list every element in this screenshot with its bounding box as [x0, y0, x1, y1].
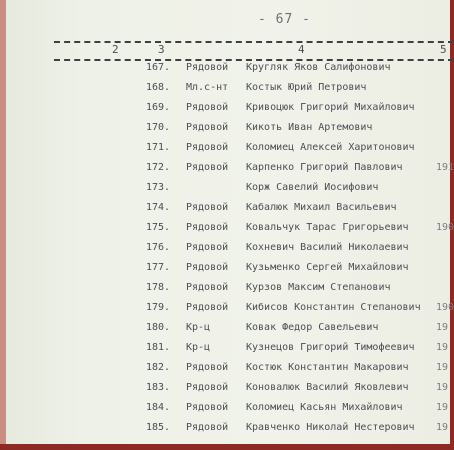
column-header-4: 4 [298, 43, 305, 56]
list-row [0, 402, 450, 422]
row-name: Кузьменко Сергей Михайлович [246, 262, 409, 273]
row-year: 190 [436, 222, 454, 233]
row-year: 19 [436, 342, 449, 353]
list-row [0, 242, 450, 262]
row-rank: Рядовой [186, 202, 229, 213]
list-row [0, 382, 450, 402]
list-row [0, 62, 450, 82]
row-year: 190 [436, 302, 454, 313]
row-name: Кравченко Николай Нестерович [246, 422, 415, 433]
row-name: Коломиец Касьян Михайлович [246, 402, 403, 413]
list-row [0, 222, 454, 242]
row-number: 174. [146, 202, 171, 213]
list-row [0, 162, 454, 182]
row-year: 19 [436, 402, 449, 413]
row-rank: Рядовой [186, 162, 229, 173]
row-number: 183. [146, 382, 171, 393]
row-rank: Кр-ц [186, 342, 211, 353]
row-number: 178. [146, 282, 171, 293]
column-header-5: 5 [440, 43, 447, 56]
row-name: Корж Савелий Иосифович [246, 182, 379, 193]
row-name: Кибисов Константин Степанович [246, 302, 421, 313]
row-name: Кабалюк Михаил Васильевич [246, 202, 397, 213]
row-name: Кривоцюк Григорий Михайлович [246, 102, 415, 113]
list-row [0, 322, 450, 342]
row-number: 172. [146, 162, 171, 173]
row-rank: Рядовой [186, 422, 229, 433]
row-number: 167. [146, 62, 171, 73]
binder-edge-bottom [0, 444, 450, 450]
row-name: Кузнецов Григорий Тимофеевич [246, 342, 415, 353]
row-name: Коломиец Алексей Харитонович [246, 142, 415, 153]
row-year: 19 [436, 322, 449, 333]
row-name: Карпенко Григорий Павлович [246, 162, 403, 173]
row-number: 175. [146, 222, 171, 233]
row-number: 177. [146, 262, 171, 273]
row-year: 19 [436, 422, 449, 433]
row-name: Кохневич Василий Николаевич [246, 242, 409, 253]
row-number: 171. [146, 142, 171, 153]
row-number: 169. [146, 102, 171, 113]
row-name: Кикоть Иван Артемович [246, 122, 373, 133]
row-rank: Рядовой [186, 62, 229, 73]
list-row [0, 342, 450, 362]
row-number: 168. [146, 82, 171, 93]
row-name: Курзов Максим Степанович [246, 282, 391, 293]
row-number: 185. [146, 422, 171, 433]
row-number: 179. [146, 302, 171, 313]
row-name: Кругляк Яков Салифонович [246, 62, 391, 73]
list-row [0, 122, 450, 142]
list-row [0, 282, 450, 302]
row-rank: Рядовой [186, 222, 229, 233]
row-rank: Рядовой [186, 282, 229, 293]
row-name: Костык Юрий Петрович [246, 82, 367, 93]
row-number: 180. [146, 322, 171, 333]
row-year: 19 [436, 362, 449, 373]
row-rank: Мл.с-нт [186, 82, 229, 93]
page-number: - 67 - [258, 12, 311, 27]
column-header-2: 2 [112, 43, 119, 56]
row-rank: Рядовой [186, 142, 229, 153]
row-rank: Рядовой [186, 102, 229, 113]
row-year: 19 [436, 382, 449, 393]
list-row [0, 422, 450, 442]
list-row [0, 302, 454, 322]
row-number: 170. [146, 122, 171, 133]
row-name: Костюк Константин Макарович [246, 362, 409, 373]
list-row [0, 262, 450, 282]
list-row [0, 182, 450, 202]
row-number: 173. [146, 182, 171, 193]
list-row [0, 202, 450, 222]
list-row [0, 102, 450, 122]
row-rank: Рядовой [186, 262, 229, 273]
row-rank: Рядовой [186, 242, 229, 253]
row-rank: Рядовой [186, 302, 229, 313]
row-name: Ковак Федор Савельевич [246, 322, 379, 333]
list-row [0, 82, 450, 102]
row-name: Коновалюк Василий Яковлевич [246, 382, 409, 393]
row-number: 182. [146, 362, 171, 373]
list-row [0, 362, 450, 382]
row-number: 184. [146, 402, 171, 413]
row-number: 181. [146, 342, 171, 353]
row-rank: Кр-ц [186, 322, 211, 333]
row-rank: Рядовой [186, 402, 229, 413]
row-name: Ковальчук Тарас Григорьевич [246, 222, 409, 233]
row-number: 176. [146, 242, 171, 253]
list-row [0, 142, 450, 162]
row-rank: Рядовой [186, 382, 229, 393]
row-year: 191 [436, 162, 454, 173]
row-rank: Рядовой [186, 122, 229, 133]
column-header-3: 3 [158, 43, 165, 56]
row-rank: Рядовой [186, 362, 229, 373]
